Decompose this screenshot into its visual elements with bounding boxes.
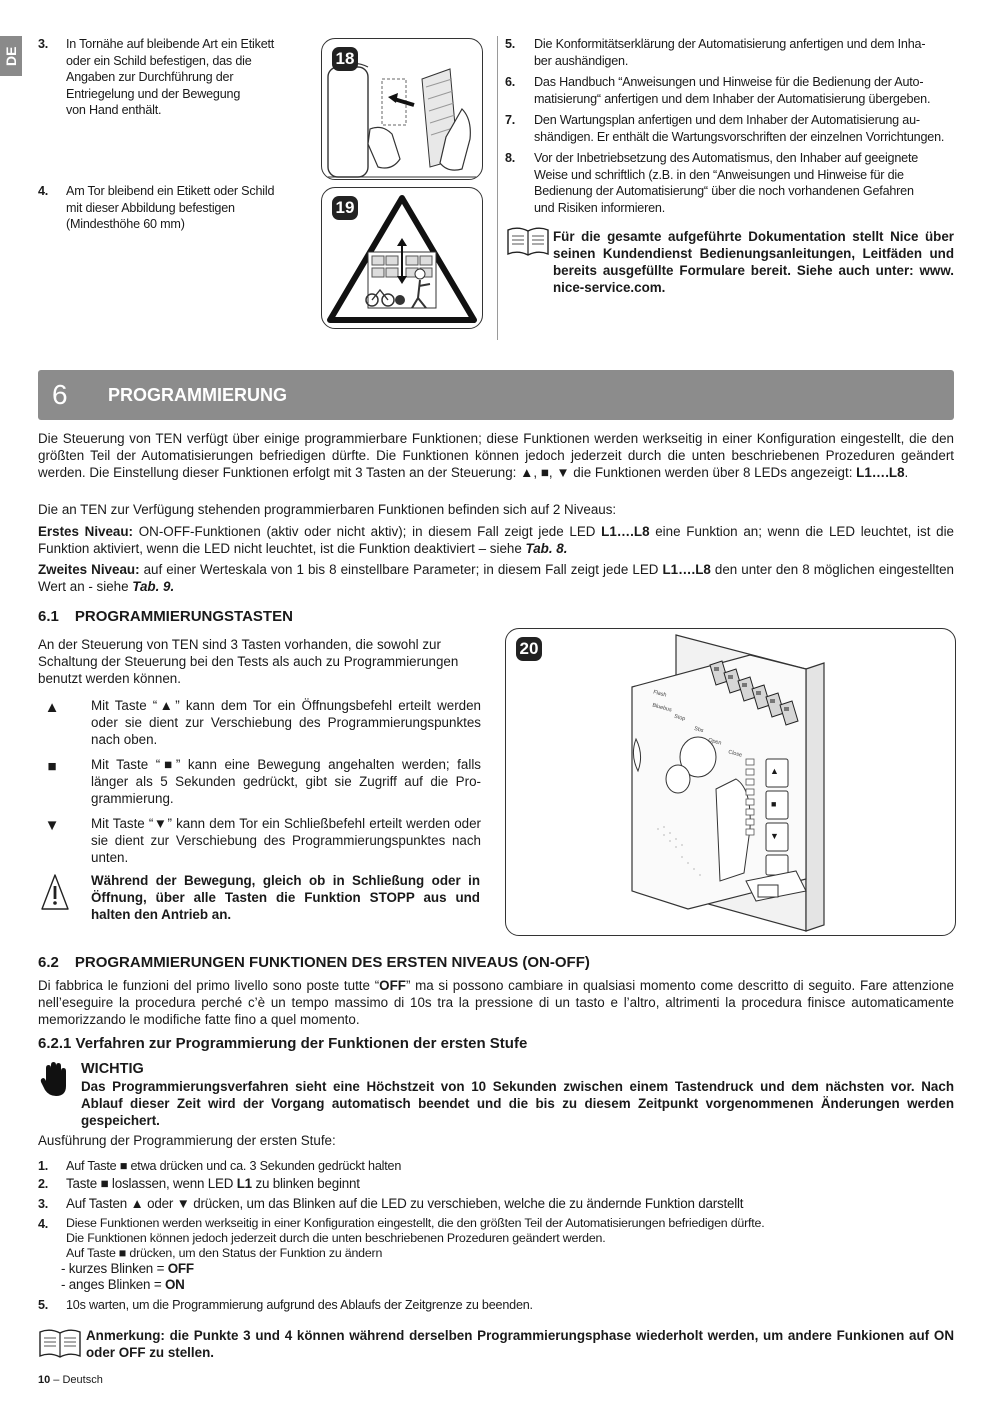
- item-3-line: Entriegelung und der Bewegung: [66, 86, 241, 101]
- step-3-text: Auf Tasten ▲ oder ▼ drücken, um das Blinken auf die LED zu verschieben, welche die zu ändernde Funktion darstellt: [66, 1196, 744, 1211]
- item-3-text: [66, 36, 316, 119]
- figure-18-badge: 18: [332, 47, 358, 71]
- section-number: 6: [52, 379, 68, 410]
- figure-18: [321, 38, 483, 180]
- intro-paragraph-1: Die Steuerung von TEN verfügt über einige programmierbare Funktionen; diese Funktionen werden werkseitig in einer Konfiguration eingestellt, die den größten Teil der Automatisierungen befriedigen dürfte. Die Funktionen können jedoch jederzeit durch die unten beschriebenen Prozeduren geändert werden. Die Einstellung dieser Funktionen erfolgt mit 3 Tasten an der Steuerung: ▲, ■, ▼ die Funktionen werden über 8 LEDs angezeigt: L1….L8.: [38, 431, 954, 480]
- section-header: [38, 370, 954, 420]
- subsection-6-2-1-heading: 6.2.1 Verfahren zur Programmierung der Funktionen der ersten Stufe: [38, 1035, 528, 1052]
- step-3-number: 3.: [38, 1197, 49, 1211]
- board-stop-button: ■: [771, 799, 777, 809]
- item-3-line: von Hand enthält.: [66, 103, 162, 117]
- intro-paragraph-2: Die an TEN zur Verfügung stehenden programmierbaren Funktionen befinden sich auf 2 Niveaus:: [38, 502, 617, 517]
- book-icon: [38, 1328, 82, 1364]
- item-line: shändigen. Er enthält die Wartungsvorschriften der einzelnen Vorrichtungen.: [534, 129, 945, 144]
- control-board-illustration: [506, 629, 955, 935]
- subsection-6-2-heading: [38, 954, 590, 972]
- step-4-line: Diese Funktionen werden werkseitig in einer Konfiguration eingestellt, die den größten Teil der Automatisierungen befriedigen dürfte.: [66, 1216, 765, 1230]
- up-triangle-icon: ▲: [44, 699, 60, 716]
- item-4-line: (Mindesthöhe 60 mm): [66, 217, 185, 231]
- board-label-close: Close: [727, 749, 743, 759]
- item-3-line: Angaben zur Durchführung der: [66, 70, 234, 84]
- item-number: 6.: [505, 75, 516, 89]
- keys-intro: An der Steuerung von TEN sind 3 Tasten vorhanden, die sowohl zur Schaltung der Steuerung bei den Tests als auch zu Programmierungen benutzt werden können.: [38, 637, 459, 686]
- page-footer: [38, 1372, 103, 1389]
- item-line: und Risiken informieren.: [534, 200, 665, 215]
- item-3-line: In Tornähe auf bleibende Art ein Etikett: [66, 37, 275, 51]
- footer-language: – Deutsch: [50, 1374, 103, 1386]
- second-level-paragraph: Zweites Niveau: auf einer Werteskala von 1 bis 8 einstellbare Parameter; in diesem Fall zeigt jede LED L1….L8 den unter den 8 möglichen eingestellten Wert an - siehe Tab. 9.: [38, 562, 954, 594]
- key-up-text: Mit Taste “▲” kann dem Tor ein Öffnungsbefehl erteilt werden oder sie dient zur Verschiebung des Programmierungspunktes nach oben.: [91, 698, 481, 747]
- board-label-sbs: Sbs: [693, 725, 705, 735]
- board-down-button: ▼: [770, 831, 779, 841]
- board-label-stop: Stop: [673, 713, 686, 723]
- subsection-number: 6.1: [38, 608, 59, 625]
- step-4-long-blink: - anges Blinken = ON: [61, 1277, 185, 1292]
- step-2-number: 2.: [38, 1177, 49, 1191]
- book-icon: [506, 226, 550, 262]
- step-4-number: 4.: [38, 1217, 49, 1231]
- step-4-text: [66, 1216, 946, 1261]
- item-line: Weise und schriftlich (z.B. in den “Anweisungen und Hinweise für die: [534, 167, 904, 182]
- figure-19: [321, 187, 483, 329]
- board-label-open: Open: [707, 737, 723, 747]
- key-stop-text: Mit Taste “■” kann eine Bewegung angehalten werden; falls länger als 5 Sekunden gedrückt, gibt sie Zugriff auf die Programmierung.: [91, 757, 481, 806]
- stop-square-icon: ■: [47, 758, 57, 775]
- item-4-number: 4.: [38, 184, 49, 198]
- important-text: Das Programmierungsverfahren sieht eine Höchstzeit von 10 Sekunden zwischen einem Tastendruck und dem nächsten vor. Nach Ablauf dieser Zeit wird der Vorgang automatisch beendet und die bis zu diesem Zeitpunkt vorgenommenen Änderungen werden gespeichert.: [81, 1079, 954, 1128]
- step-1-text: Auf Taste ■ etwa drücken und ca. 3 Sekunden gedrückt halten: [66, 1159, 402, 1173]
- hand-stop-icon: [40, 1062, 68, 1102]
- key-stop-row: [38, 756, 482, 812]
- item-4-line: mit dieser Abbildung befestigen: [66, 200, 235, 215]
- repeat-note: Anmerkung: die Punkte 3 und 4 können während derselben Programmierungsphase wiederholt werden, um andere Funkionen auf ON oder OFF zu stellen.: [86, 1328, 954, 1360]
- language-tab: DE: [0, 36, 22, 76]
- step-4-short-blink: - kurzes Blinken = OFF: [61, 1261, 194, 1276]
- section-title: PROGRAMMIERUNG: [108, 385, 287, 405]
- item-3-line: oder ein Schild befestigen, das die: [66, 53, 252, 68]
- key-down-row: [38, 815, 482, 871]
- step-1-number: 1.: [38, 1159, 49, 1173]
- figure-20-badge: 20: [516, 637, 542, 661]
- execution-intro: Ausführung der Programmierung der ersten Stufe:: [38, 1133, 336, 1148]
- note-line: nice-service.com.: [553, 280, 666, 295]
- figure-19-badge: 19: [332, 196, 358, 220]
- item-4-line: Am Tor bleibend ein Etikett oder Schild: [66, 184, 275, 198]
- first-level-paragraph: Erstes Niveau: ON-OFF-Funktionen (aktiv oder nicht aktiv); in diesem Fall zeigt jede LED L1….L8 eine Funktion an; wenn die LED leuchtet, ist die Funktion aktiviert, wenn die LED nicht leuchtet, ist die Funktion deaktiviert – siehe Tab. 8.: [38, 524, 954, 556]
- item-number: 7.: [505, 113, 516, 127]
- documentation-note: [553, 228, 954, 296]
- step-4-line: Die Funktionen können jedoch jederzeit durch die unten beschriebenen Prozeduren geändert werden.: [66, 1231, 606, 1245]
- step-4-line: Auf Taste ■ drücken, um den Status der Funktion zu ändern: [66, 1246, 383, 1260]
- item-line: Den Wartungsplan anfertigen und dem Inhaber der Automatisierung au-: [534, 113, 920, 127]
- step-2-text: Taste ■ loslassen, wenn LED L1 zu blinken beginnt: [66, 1176, 360, 1191]
- board-label-bluebus: Bluebus: [651, 702, 673, 714]
- key-down-text: Mit Taste “▼” kann dem Tor ein Schließbefehl erteilt werden oder sie dient zur Verschiebung des Programmierungspunktes nach unten.: [91, 816, 481, 865]
- factory-defaults-paragraph: Di fabbrica le funzioni del primo livello sono poste tutte “OFF” ma si possono cambiare in qualsiasi momento come descritto di seguito. Fare attenzione nell’eseguire la procedura perché c’è un tempo massimo di 10s tra la pressione di un tasto e l’altro, altrimenti la procedura finisce automaticamente memorizzando le modifiche fatte fino a quel momento.: [38, 978, 954, 1027]
- board-up-button: ▲: [770, 766, 779, 776]
- page-number: 10: [38, 1374, 51, 1386]
- down-triangle-icon: ▼: [44, 817, 60, 834]
- subsection-6-1-heading: [38, 608, 293, 626]
- subsection-title: PROGRAMMIERUNGSTASTEN: [74, 608, 293, 625]
- note-line: bereits ausgefüllte Formulare bereit. Siehe auch unter: www.: [553, 263, 954, 278]
- item-3-number: 3.: [38, 37, 49, 51]
- board-label-flash: Flash: [652, 689, 668, 699]
- note-line: seinen Kundendienst Bedienungsanleitungen, Leitfäden und: [553, 246, 954, 261]
- step-5-number: 5.: [38, 1298, 49, 1312]
- item-4-text: [66, 183, 316, 233]
- subsection-number: 6.2: [38, 954, 59, 971]
- key-up-row: [38, 697, 482, 753]
- item-line: Das Handbuch “Anweisungen und Hinweise für die Bedienung der Auto-: [534, 75, 924, 89]
- item-line: Die Konformitätserklärung der Automatisierung anfertigen und dem Inha-: [534, 37, 926, 51]
- important-title: WICHTIG: [81, 1061, 144, 1077]
- item-number: 5.: [505, 37, 516, 51]
- item-line: matisierung“ anfertigen und dem Inhaber der Automatisierung übergeben.: [534, 91, 931, 106]
- item-line: Bedienung der Automatisierung“ über die noch vorhandenen Gefahren: [534, 184, 914, 198]
- warning-icon: [40, 872, 70, 916]
- item-line: ber aushändigen.: [534, 53, 629, 68]
- step-5-text: 10s warten, um die Programmierung aufgrund des Ablaufs der Zeitgrenze zu beenden.: [66, 1298, 533, 1312]
- subsection-title: PROGRAMMIERUNGEN FUNKTIONEN DES ERSTEN NIVEAUS (ON-OFF): [74, 954, 590, 971]
- stop-warning-text: Während der Bewegung, gleich ob in Schließung oder in Öffnung, über alle Tasten die Funktion STOPP aus und halten den Antrieb an.: [91, 873, 480, 922]
- figure-20: [505, 628, 956, 936]
- column-divider: [497, 36, 498, 340]
- item-number: 8.: [505, 151, 516, 165]
- note-line: Für die gesamte aufgeführte Dokumentation stellt Nice über: [553, 229, 954, 244]
- item-line: Vor der Inbetriebsetzung des Automatismus, den Inhaber auf geeignete: [534, 151, 919, 165]
